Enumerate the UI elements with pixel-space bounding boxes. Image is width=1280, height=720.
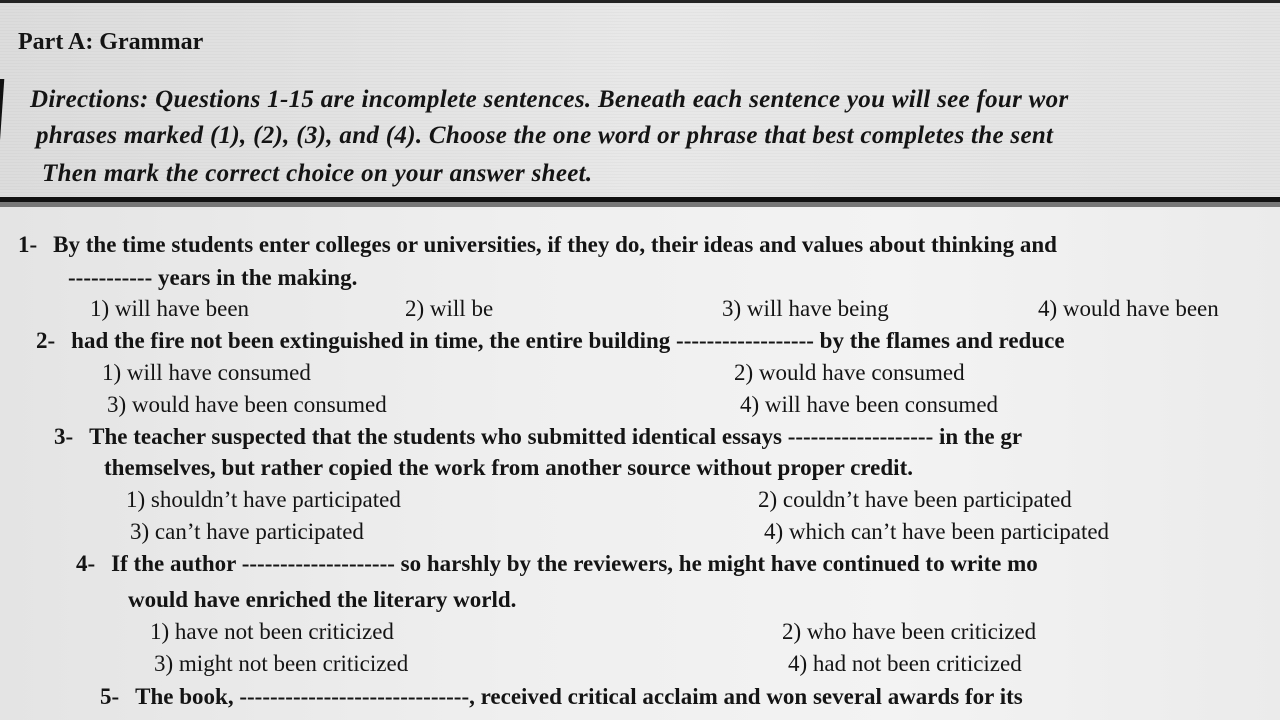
- directions-header: [0, 0, 1280, 199]
- directions-line-3: Then mark the correct choice on your answer sheet.: [42, 160, 593, 187]
- q1-option-2[interactable]: 2) will be: [405, 296, 494, 321]
- q4-option-1[interactable]: 1) have not been criticized: [150, 619, 394, 644]
- question-2: [36, 328, 1065, 354]
- question-text: If the author -------------------- so harshly by the reviewers, he might have continued to write mo: [111, 551, 1038, 576]
- q2-option-4[interactable]: 4) will have been consumed: [740, 392, 999, 417]
- q3-option-2[interactable]: 2) couldn’t have been participated: [758, 487, 1072, 512]
- question-1: [18, 232, 1057, 258]
- q4-option-2[interactable]: 2) who have been criticized: [782, 619, 1037, 644]
- q4-option-3[interactable]: 3) might not been criticized: [154, 651, 409, 676]
- q2-option-1[interactable]: 1) will have consumed: [102, 360, 311, 385]
- question-5: [100, 684, 1023, 710]
- question-3: [54, 424, 1022, 450]
- q3-option-1[interactable]: 1) shouldn’t have participated: [126, 487, 401, 512]
- question-number: 1-: [18, 232, 38, 257]
- question-text: had the fire not been extinguished in time, the entire building ------------------ by the flames and reduce: [71, 328, 1065, 353]
- q1-option-3[interactable]: 3) will have being: [722, 296, 889, 321]
- question-4-continuation: would have enriched the literary world.: [128, 587, 517, 612]
- q3-option-3[interactable]: 3) can’t have participated: [130, 519, 364, 544]
- part-title: Part A: Grammar: [18, 29, 204, 55]
- question-text: By the time students enter colleges or universities, if they do, their ideas and values about thinking and: [53, 232, 1057, 257]
- question-number: 2-: [36, 328, 56, 353]
- question-number: 5-: [100, 684, 120, 709]
- question-4: [76, 551, 1038, 577]
- question-1-continuation: ----------- years in the making.: [68, 265, 358, 290]
- directions-line-1: Directions: Questions 1-15 are incomplete sentences. Beneath each sentence you will see four wor: [30, 86, 1069, 113]
- question-text: The teacher suspected that the students who submitted identical essays ------------------- in the gr: [89, 424, 1023, 449]
- question-number: 3-: [54, 424, 74, 449]
- directions-line-2: phrases marked (1), (2), (3), and (4). Choose the one word or phrase that best completes the sent: [36, 122, 1054, 149]
- q3-option-4[interactable]: 4) which can’t have been participated: [764, 519, 1110, 544]
- question-3-continuation: themselves, but rather copied the work from another source without proper credit.: [104, 455, 913, 480]
- q2-option-2[interactable]: 2) would have consumed: [734, 360, 965, 385]
- question-text: The book, ------------------------------, received critical acclaim and won several awards for its: [135, 684, 1023, 709]
- q4-option-4[interactable]: 4) had not been criticized: [788, 651, 1022, 676]
- q1-option-4[interactable]: 4) would have been: [1038, 296, 1219, 321]
- q2-option-3[interactable]: 3) would have been consumed: [107, 392, 387, 417]
- question-number: 4-: [76, 551, 96, 576]
- q1-option-1[interactable]: 1) will have been: [90, 296, 250, 321]
